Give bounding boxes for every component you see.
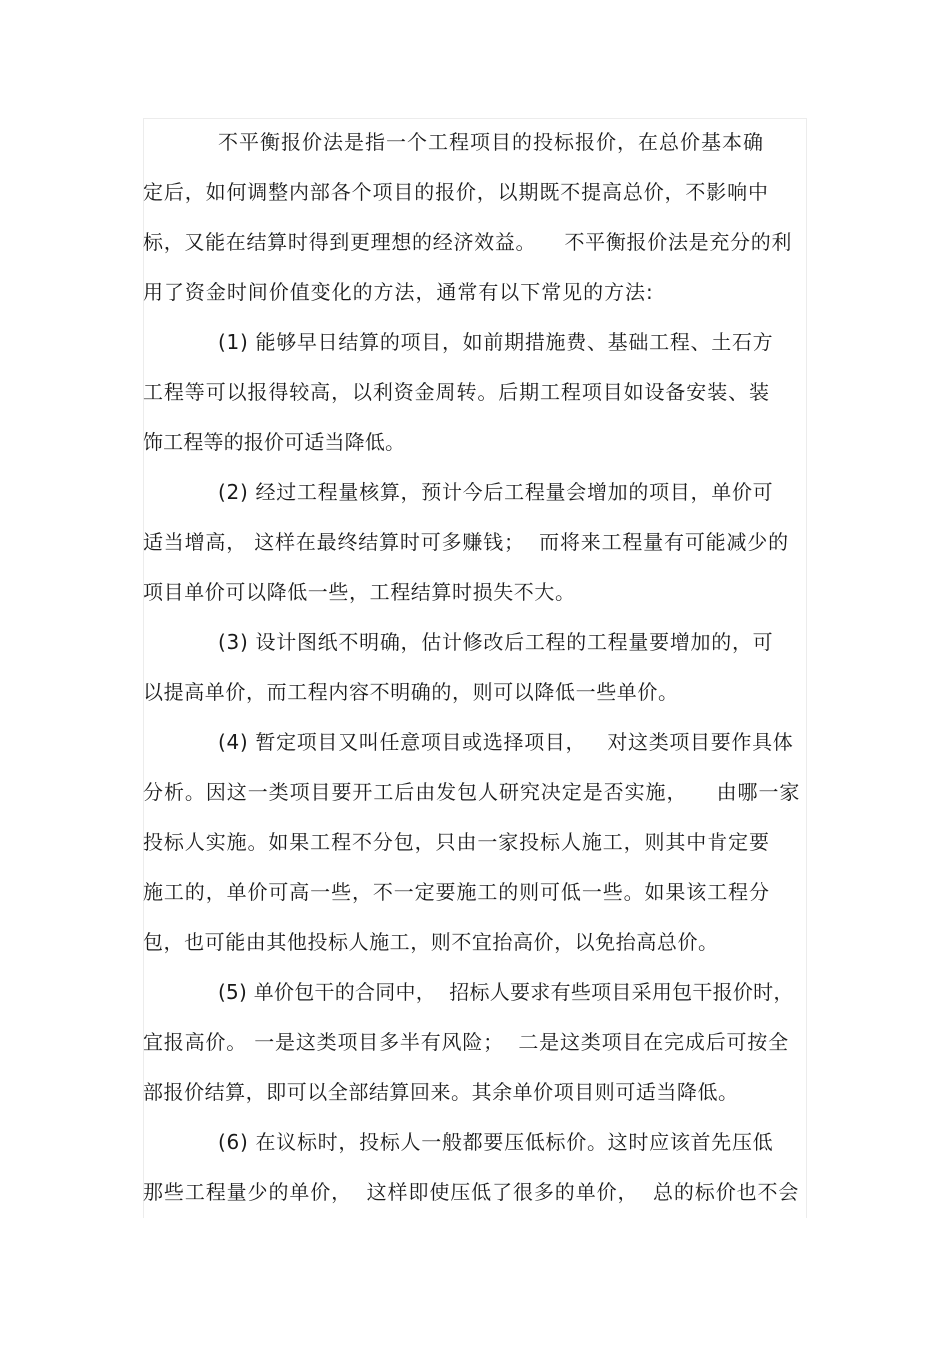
text-line-13: (4) 暂定项目又叫任意项目或选择项目， 对这类项目要作具体 [218,730,794,754]
text-line-2: 定后，如何调整内部各个项目的报价，以期既不提高总价，不影响中 [143,180,769,204]
text-line-12: 以提高单价，而工程内容不明确的，则可以降低一些单价。 [143,680,679,704]
text-line-6: 工程等可以报得较高，以利资金周转。后期工程项目如设备安装、装 [143,380,770,404]
text-line-22: 那些工程量少的单价， 这样即使压低了很多的单价， 总的标价也不会 [143,1180,800,1204]
text-line-20: 部报价结算，即可以全部结算回来。其余单价项目则可适当降低。 [143,1080,739,1104]
text-line-18: (5) 单价包干的合同中， 招标人要求有些项目采用包干报价时， [218,980,794,1004]
text-line-21: (6) 在议标时，投标人一般都要压低标价。这时应该首先压低 [218,1130,774,1154]
text-line-9: 适当增高， 这样在最终结算时可多赚钱； 而将来工程量有可能减少的 [143,530,789,554]
text-line-7: 饰工程等的报价可适当降低。 [143,430,406,454]
text-line-10: 项目单价可以降低一些，工程结算时损失不大。 [143,580,576,604]
text-line-15: 投标人实施。如果工程不分包，只由一家投标人施工，则其中肯定要 [143,830,770,854]
text-line-14: 分析。因这一类项目要开工后由发包人研究决定是否实施， 由哪一家 [143,780,801,804]
text-line-8: (2) 经过工程量核算，预计今后工程量会增加的项目，单价可 [218,480,774,504]
text-line-5: (1) 能够早日结算的项目，如前期措施费、基础工程、土石方 [218,330,774,354]
text-line-4: 用了资金时间价值变化的方法，通常有以下常见的方法: [143,280,654,304]
text-line-17: 包，也可能由其他投标人施工，则不宜抬高价，以免抬高总价。 [143,930,719,954]
text-line-19: 宜报高价。 一是这类项目多半有风险； 二是这类项目在完成后可按全 [143,1030,789,1054]
text-line-3: 标，又能在结算时得到更理想的经济效益。 不平衡报价法是充分的利 [143,230,793,254]
text-line-1: 不平衡报价法是指一个工程项目的投标报价，在总价基本确 [218,130,764,154]
text-line-11: (3) 设计图纸不明确，估计修改后工程的工程量要增加的，可 [218,630,774,654]
text-line-16: 施工的，单价可高一些，不一定要施工的则可低一些。如果该工程分 [143,880,770,904]
